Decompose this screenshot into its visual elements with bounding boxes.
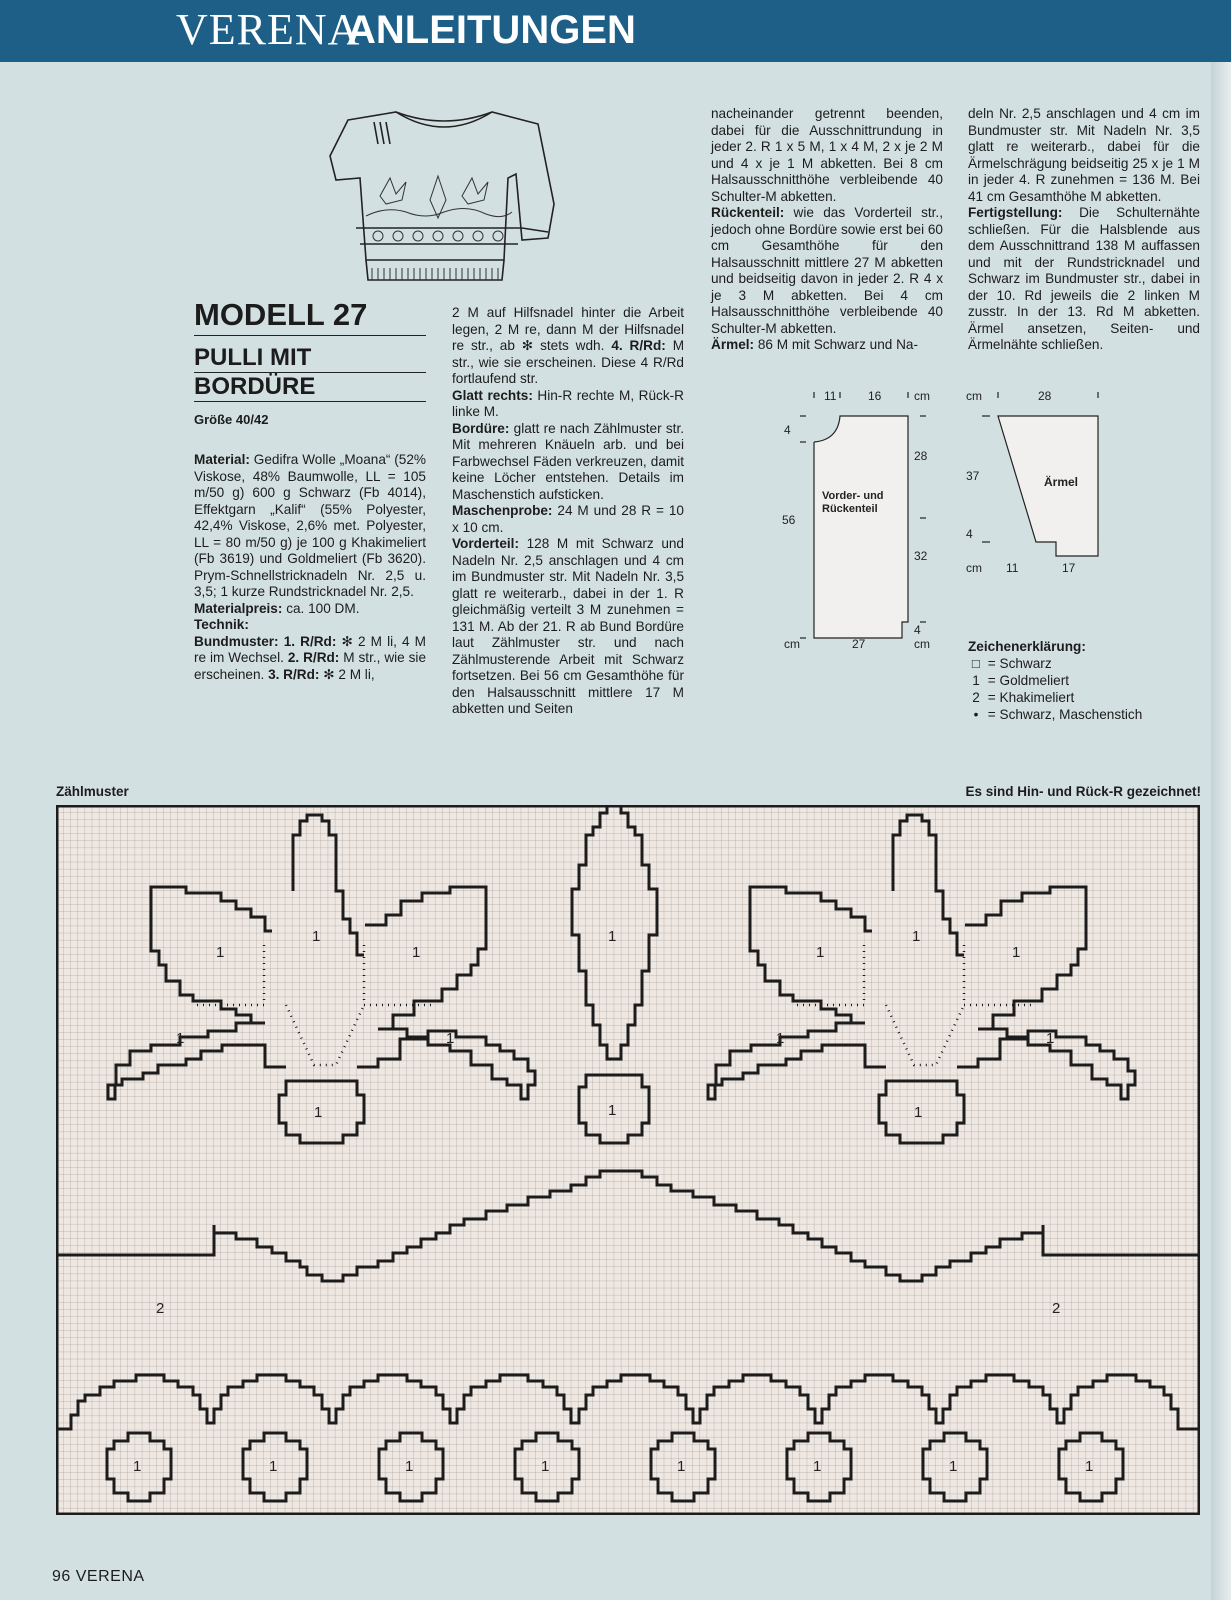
sweater-sketch [326,108,562,292]
symbol-1: 1 [314,1104,323,1121]
bund-text-3: ✻ 2 M li, [323,666,375,682]
row4-label: 4. R/Rd: [611,338,666,353]
symbol-1: 1 [446,1030,455,1047]
rueckenteil-label: Rückenteil: [711,205,785,220]
symbol-1: 1 [133,1458,142,1475]
bund-label-3: 3. R/Rd: [268,666,320,682]
symbol-1: 1 [816,944,825,961]
symbol-1: 1 [949,1458,958,1475]
page-number: 96 VERENA [52,1568,145,1585]
symbol-1: 1 [176,1030,185,1047]
aermel-text: 86 M mit Schwarz und Na- [757,337,919,352]
symbol-1: 1 [776,1030,785,1047]
sleeve-bottom-label-11: 11 [1006,561,1019,575]
symbol-1: 1 [914,1104,923,1121]
chart-title: Zählmuster [56,784,129,799]
body-top-label-11: 11 [824,390,837,403]
legend-symbol: 2 [972,690,980,705]
subtitle-line-2: BORDÜRE [194,373,426,402]
col2-text-1: 2 M auf Hilfsnadel hinter die Arbeit legen, 2 M re, dann M der Hilfsnadel re str., ab ✻ stets wdh. [452,305,684,353]
chart-note: Es sind Hin- und Rück-R gezeichnet! [965,784,1201,799]
bund-label: Bundmuster: 1. R/Rd: [194,633,337,649]
symbol-1: 1 [1085,1458,1094,1475]
body-left-label-56: 56 [782,513,796,527]
bordure-text: glatt re nach Zählmuster str. Mit mehreren Knäueln arb. und bei Farbwechsel Fäden verkreuzen, damit keine Löcher entstehen. Details im Maschenstich aufsticken. [452,420,684,502]
body-left-tick: 4 [784,423,791,437]
col3-text-1: nacheinander getrennt beenden, dabei für die Ausschnittrundung in jeder 2. R 1 x 5 M, 1 x 4 M, 2 x je 2 M und 4 x je 1 M abketten. Bei 8 cm Halsausschnitthöhe verbleibende 40 Schulter-M abketten. [711,106,943,204]
body-bottom-label-27: 27 [852,637,866,651]
price-label: Materialpreis: [194,600,283,616]
bund-text-1: ✻ 2 M li, 4 M re im Wechsel. [194,633,426,665]
body-bottom-tick: 4 [914,623,921,637]
legend-item-maschenstich [968,706,1142,723]
knitting-chart [56,805,1200,1515]
material-label: Material: [194,452,250,467]
legend-text: = Schwarz [987,656,1052,671]
sleeve-part-name: Ärmel [1044,475,1079,489]
legend-symbol: • [973,707,979,722]
bund-label-2: 2. R/Rd: [287,650,340,665]
column-2 [452,305,684,718]
legend-item-schwarz [968,655,1142,672]
symbol-1: 1 [269,1458,278,1475]
symbol-1: 1 [312,928,321,945]
legend-text: = Schwarz, Maschenstich [987,707,1143,722]
maschenprobe-text: 24 M und 28 R = 10 x 10 cm. [452,503,684,535]
body-bottom-label-cm-right: cm [914,637,930,651]
fertigstellung-label: Fertigstellung: [968,205,1063,220]
symbol-1: 1 [405,1458,414,1475]
body-right-label-28: 28 [914,449,928,463]
row4-text: M str., wie sie erscheinen. Diese 4 R/Rd fortlaufend str. [452,338,685,386]
model-title: MODELL 27 [194,297,426,336]
body-top-label-16: 16 [868,390,882,403]
legend-symbol: 1 [972,673,980,688]
symbol-1: 1 [1012,944,1021,961]
legend-symbol: □ [971,656,981,671]
symbol-1: 1 [608,1102,617,1119]
sleeve-bottom-label-cm: cm [966,561,982,575]
sleeve-left-label-37: 37 [966,469,980,483]
chart-grid [56,805,1200,1515]
body-schematic [780,390,960,670]
symbol-1: 1 [608,928,617,945]
bordure-label: Bordüre: [452,420,510,436]
size-info: Größe 40/42 [194,412,269,427]
section-title: ANLEITUNGEN [347,8,636,52]
sleeve-top-label-cm: cm [966,390,982,403]
body-right-label-32: 32 [914,549,928,563]
sleeve-bottom-label-17: 17 [1062,561,1076,575]
model-subtitle [194,344,426,402]
symbol-1: 1 [677,1458,686,1475]
legend-title: Zeichenerklärung: [968,639,1086,654]
body-top-label-cm: cm [914,390,930,403]
symbol-2: 2 [1052,1300,1061,1317]
symbol-2: 2 [156,1300,165,1317]
symbol-1: 1 [541,1458,550,1475]
symbol-1: 1 [216,944,225,961]
vorderteil-label: Vorderteil: [452,536,519,551]
symbol-1: 1 [912,928,921,945]
sleeve-top-label-28: 28 [1038,390,1052,403]
rueckenteil-text: wie das Vorderteil str., jedoch ohne Bordüre sowie erst bei 60 cm Gesamthöhe für den Halsausschnitt mittlere 27 M abketten und beidseitig davon in jeder 2. R 4 x je 3 M abketten. Bei 4 cm Halsausschnitthöhe verbleibende 40 Schulter-M abketten. [711,205,943,336]
vorderteil-text: 128 M mit Schwarz und Nadeln Nr. 2,5 anschlagen und 4 cm im Bundmuster str. Mit Nadeln Nr. 3,5 glatt re weiterarb., dabei in der 1. R gleichmäßig verteilt 3 M zunehmen = 131 M. Ab der 21. R ab Bund Bordüre laut Zählmuster str. und nach Zählmusterende Arbeit mit Schwarz fortsetzen. Bei 56 cm Gesamthöhe für den Halsausschnitt mittlere 17 M abketten und Seiten [452,536,684,716]
symbol-1: 1 [813,1458,822,1475]
legend-text: = Goldmeliert [987,673,1069,688]
maschenprobe-label: Maschenprobe: [452,503,553,518]
material-text: Gedifra Wolle „Moana“ (52% Viskose, 48% Baumwolle, LL = 105 m/50 g) 600 g Schwarz (Fb 4014), Effektgarn „Kalif“ (55% Polyester, 42,4% Viskose, 2,6% met. Polyester, LL = 80 m/50 g) je 100 g Khakimeliert (Fb 3619) und Goldmeliert (Fb 3620). Prym-Schnellstricknadeln Nr. 2,5 u. 3,5; 1 kurze Rundstricknadel Nr. 2,5. [194,452,426,599]
symbol-1: 1 [1046,1030,1055,1047]
sleeve-left-tick: 4 [966,527,973,541]
legend [968,638,1142,723]
legend-item-khakimeliert [968,689,1142,706]
glatt-text: Hin-R rechte M, Rück-R linke M. [452,387,684,419]
sleeve-schematic [966,390,1106,580]
symbol-1: 1 [412,944,421,961]
bund-text-2: M str., wie sie erscheinen. [194,650,427,682]
column-4 [968,106,1200,354]
glatt-label: Glatt rechts: [452,387,533,403]
column-3 [711,106,943,354]
subtitle-line-1: PULLI MIT [194,344,426,373]
body-part-name: Vorder- und Rückenteil [822,490,884,515]
legend-item-goldmeliert [968,672,1142,689]
magazine-brand: VERENA [176,5,361,54]
aermel-label: Ärmel: [711,337,755,352]
page-edge [1211,62,1231,1600]
body-bottom-label-cm-left: cm [784,637,800,651]
price-text: ca. 100 DM. [286,600,360,616]
technik-label: Technik: [194,617,249,632]
legend-text: = Khakimeliert [987,690,1075,705]
fertigstellung-text: Die Schulternähte schließen. Für die Halsblende aus dem Ausschnittrand 138 M auffassen und mit der Rundstricknadel und Schwarz im Bundmuster str., dabei in der 10. Rd jeweils die 2 linken M zusstr. In der 13. Rd M abketten. Ärmel ansetzen, Seiten- und Ärmelnähte schließen. [968,205,1200,352]
col4-text-1: deln Nr. 2,5 anschlagen und 4 cm im Bundmuster str. Mit Nadeln Nr. 3,5 glatt re weiterarb., dabei für die Ärmelschrägung beidseitig 25 x je 1 M in jeder 4. R zunehmen = 136 M. Bei 41 cm Gesamthöhe M abketten. [968,106,1200,204]
column-1 [194,452,426,683]
